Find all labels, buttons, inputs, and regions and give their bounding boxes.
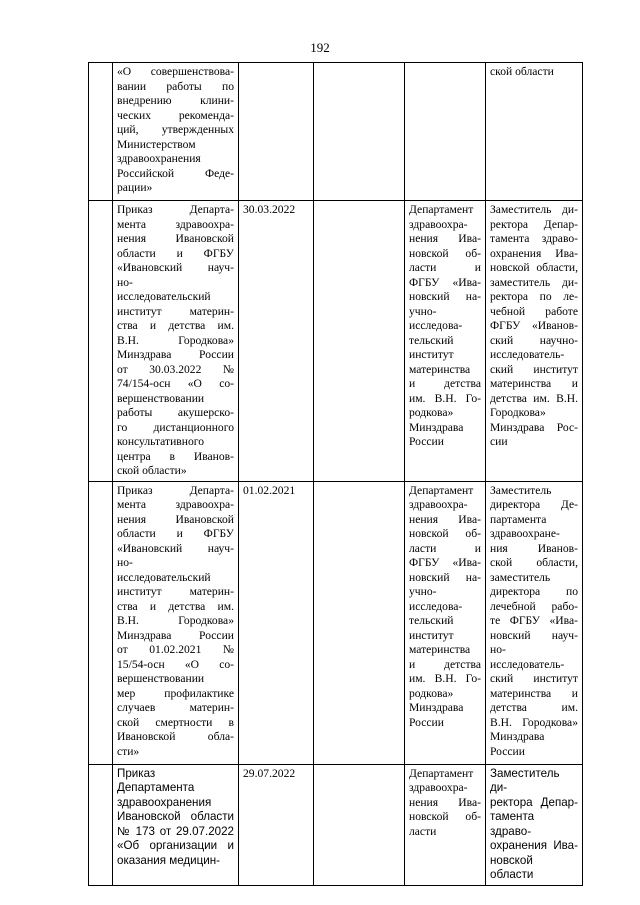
cell-line: директора по: [490, 585, 578, 598]
cell-line: 74/154-осн «О со-: [117, 377, 234, 390]
cell-line: институт материн-: [117, 585, 234, 598]
cell-line: исследова-: [409, 599, 463, 613]
cell-line: Минздрава России: [117, 628, 234, 642]
cell-line: мер профилактике: [117, 686, 234, 700]
table-row: [89, 481, 583, 764]
cell-line: лечебной рабо-: [490, 599, 578, 613]
table-cell-col6: [486, 201, 583, 482]
cell-line: Заместитель: [490, 483, 552, 497]
cell-line: нения Ива-: [409, 232, 481, 245]
cell-line: вершенствовании: [117, 672, 205, 685]
cell-line: Департамент: [409, 766, 474, 780]
cell-line: охранения Ива-: [490, 246, 578, 260]
table-cell-col6: [486, 63, 583, 201]
cell-line: сти»: [117, 744, 140, 758]
cell-line: материнства и: [490, 686, 578, 700]
cell-line: институт материн-: [117, 304, 234, 318]
cell-line: от 01.02.2021 №: [117, 643, 234, 656]
cell-line: ский институт: [490, 362, 578, 376]
cell-line: новской об-: [409, 246, 481, 260]
cell-line: ФГБУ «Ива-: [409, 275, 481, 289]
cell-line: нения Ивановской: [117, 232, 234, 245]
table-cell-col4: [314, 63, 405, 201]
cell-line: тамента здраво-: [490, 232, 578, 245]
cell-line: материнства: [409, 643, 471, 656]
cell-line: здравоохранения: [117, 795, 212, 809]
cell-line: институт: [409, 348, 454, 361]
cell-line: чебной работе: [490, 304, 578, 318]
cell-line: Заместитель ди-: [490, 766, 560, 794]
cell-line: исследователь-: [490, 348, 565, 361]
table-cell-col6: [486, 481, 583, 764]
cell-line: «Ивановский науч-: [117, 541, 234, 555]
cell-line: В.Н. Городкова»: [117, 614, 234, 627]
cell-line: родкова»: [409, 686, 454, 700]
cell-line: тельский: [409, 614, 454, 627]
cell-line: но-: [117, 556, 133, 569]
table-cell-col5: [405, 201, 486, 482]
cell-line: области и ФГБУ: [117, 246, 234, 260]
cell-line: нения Ива-: [409, 512, 481, 526]
cell-line: «Об организации и: [117, 839, 234, 852]
cell-line: заместитель: [490, 570, 551, 584]
cell-line: внедрению клини-: [117, 94, 234, 107]
cell-line: работы акушерско-: [117, 406, 234, 419]
table-cell-col5: [405, 481, 486, 764]
cell-line: мента здравоохра-: [117, 498, 234, 511]
cell-line: мента здравоохра-: [117, 217, 234, 231]
cell-line: ства и детства им.: [117, 599, 234, 613]
cell-line: случаев материн-: [117, 701, 234, 714]
cell-line: ской области»: [117, 464, 187, 477]
cell-line: новской об-: [409, 810, 481, 823]
cell-line: ФГБУ «Ива-: [409, 556, 481, 569]
table-row: [89, 63, 583, 201]
cell-line: им. В.Н. Го-: [409, 391, 481, 405]
cell-line: Минздрава России: [117, 348, 234, 361]
cell-line: здравоохране-: [490, 527, 560, 540]
cell-text: 01.02.2021: [243, 483, 296, 497]
cell-line: учно-: [409, 585, 437, 598]
cell-line: тельский: [409, 333, 454, 347]
cell-line: Министерством: [117, 137, 196, 151]
table-cell-col6: [486, 764, 583, 885]
cell-text: 30.03.2022: [243, 203, 296, 216]
cell-line: нения Ивановской: [117, 512, 234, 526]
cell-line: институт: [409, 628, 454, 642]
cell-line: ской смертности в: [117, 715, 234, 729]
cell-line: родкова»: [409, 406, 454, 419]
cell-line: сии: [490, 435, 508, 448]
cell-line: Городкова»: [490, 406, 546, 419]
cell-line: ский институт: [490, 672, 578, 685]
cell-line: новской области,: [490, 261, 578, 274]
cell-line: им. В.Н. Го-: [409, 672, 481, 685]
table-cell-col2: [113, 764, 239, 885]
cell-line: и детства: [409, 377, 481, 390]
cell-line: здравоохра-: [409, 217, 468, 231]
cell-line: директора Де-: [490, 498, 578, 511]
cell-line: России: [409, 435, 444, 448]
table-cell-col4: [314, 764, 405, 885]
cell-line: Приказ Департа-: [117, 203, 234, 216]
table-cell-col3: [239, 764, 314, 885]
cell-line: материнства и: [490, 377, 578, 390]
cell-line: детства им.: [490, 701, 578, 714]
cell-line: «О совершенствова-: [117, 65, 234, 78]
cell-line: 15/54-осн «О со-: [117, 657, 234, 671]
cell-line: области и ФГБУ: [117, 527, 234, 540]
table-cell-col3: [239, 201, 314, 482]
cell-line: исследовательский: [117, 570, 211, 584]
cell-line: партамента: [490, 512, 547, 526]
cell-line: нения Ива-: [409, 795, 481, 809]
cell-line: вершенствовании: [117, 391, 205, 405]
cell-line: России: [409, 715, 444, 729]
cell-line: исследова-: [409, 319, 463, 332]
table-cell-col1: [89, 63, 113, 201]
cell-line: и детства: [409, 657, 481, 671]
cell-line: рации»: [117, 181, 153, 194]
cell-line: от 30.03.2022 №: [117, 362, 234, 376]
cell-line: В.Н. Городкова»: [117, 333, 234, 347]
cell-line: центра в Иванов-: [117, 449, 234, 463]
cell-line: Ивановской обла-: [117, 730, 234, 743]
cell-line: учно-: [409, 304, 437, 318]
cell-line: Ивановской области: [117, 810, 234, 823]
cell-line: ласти и: [409, 541, 481, 555]
cell-line: консультативного: [117, 435, 205, 448]
cell-line: охранения Ива-: [490, 839, 578, 852]
cell-line: исследовательский: [117, 290, 211, 303]
cell-line: ФГБУ «Иванов-: [490, 319, 578, 332]
cell-line: детства им. В.Н.: [490, 391, 578, 405]
table-cell-col3: [239, 481, 314, 764]
cell-line: новской области: [490, 853, 534, 881]
cell-line: оказания медицин-: [117, 853, 221, 867]
cell-line: № 173 от 29.07.2022: [117, 824, 234, 838]
cell-line: новский на-: [409, 570, 481, 584]
table-cell-col1: [89, 481, 113, 764]
cell-line: ский научно-: [490, 333, 578, 347]
cell-line: ческих рекоменда-: [117, 108, 234, 122]
cell-line: те ФГБУ «Ива-: [490, 614, 578, 627]
document-table: [88, 62, 583, 886]
cell-line: здравоохра-: [409, 781, 468, 794]
cell-line: Российской Феде-: [117, 166, 234, 180]
cell-line: ласти: [409, 824, 437, 838]
cell-line: ций, утвержденных: [117, 123, 234, 136]
cell-line: но-: [490, 643, 506, 656]
cell-line: го дистанционного: [117, 420, 234, 434]
table-cell-col4: [314, 201, 405, 482]
cell-line: Заместитель ди-: [490, 203, 578, 216]
table-cell-col2: [113, 481, 239, 764]
table-cell-col5: [405, 764, 486, 885]
table-cell-col1: [89, 764, 113, 885]
cell-line: ния Иванов-: [490, 541, 578, 555]
cell-line: вании работы по: [117, 79, 234, 93]
table-cell-col5: [405, 63, 486, 201]
cell-line: Минздрава: [409, 701, 464, 714]
cell-line: ректора по ле-: [490, 290, 578, 303]
cell-line: новской об-: [409, 527, 481, 540]
cell-line: новский на-: [409, 290, 481, 303]
cell-line: ской области,: [490, 556, 578, 569]
cell-line: исследователь-: [490, 657, 565, 671]
table-row: [89, 201, 583, 482]
table-cell-col2: [113, 63, 239, 201]
cell-line: материнства: [409, 362, 471, 376]
cell-line: Департамент: [409, 483, 474, 497]
cell-line: тамента здраво-: [490, 810, 535, 838]
cell-line: Департамент: [409, 203, 474, 216]
cell-line: заместитель ди-: [490, 275, 578, 289]
table-cell-col3: [239, 63, 314, 201]
cell-line: ректора Депар-: [490, 795, 578, 809]
cell-line: России: [490, 744, 525, 758]
cell-line: но-: [117, 275, 133, 289]
table-cell-col2: [113, 201, 239, 482]
cell-line: Минздрава: [409, 420, 464, 434]
cell-line: здравоохра-: [409, 498, 468, 511]
cell-line: Приказ Департамента: [117, 766, 195, 794]
cell-line: новский науч-: [490, 628, 578, 642]
cell-line: Минздрава Рос-: [490, 420, 578, 434]
cell-line: ректора Депар-: [490, 217, 578, 231]
cell-line: здравоохранения: [117, 152, 201, 165]
cell-line: ства и детства им.: [117, 319, 234, 332]
cell-line: ласти и: [409, 261, 481, 274]
cell-text: 29.07.2022: [243, 766, 296, 780]
table-cell-col1: [89, 201, 113, 482]
cell-line: ской области: [490, 65, 554, 78]
cell-line: «Ивановский науч-: [117, 261, 234, 274]
table-cell-col4: [314, 481, 405, 764]
page-number: 192: [310, 40, 330, 55]
table-row: [89, 764, 583, 885]
cell-line: Приказ Департа-: [117, 483, 234, 497]
cell-line: В.Н. Городкова» Минздрава: [490, 715, 578, 743]
